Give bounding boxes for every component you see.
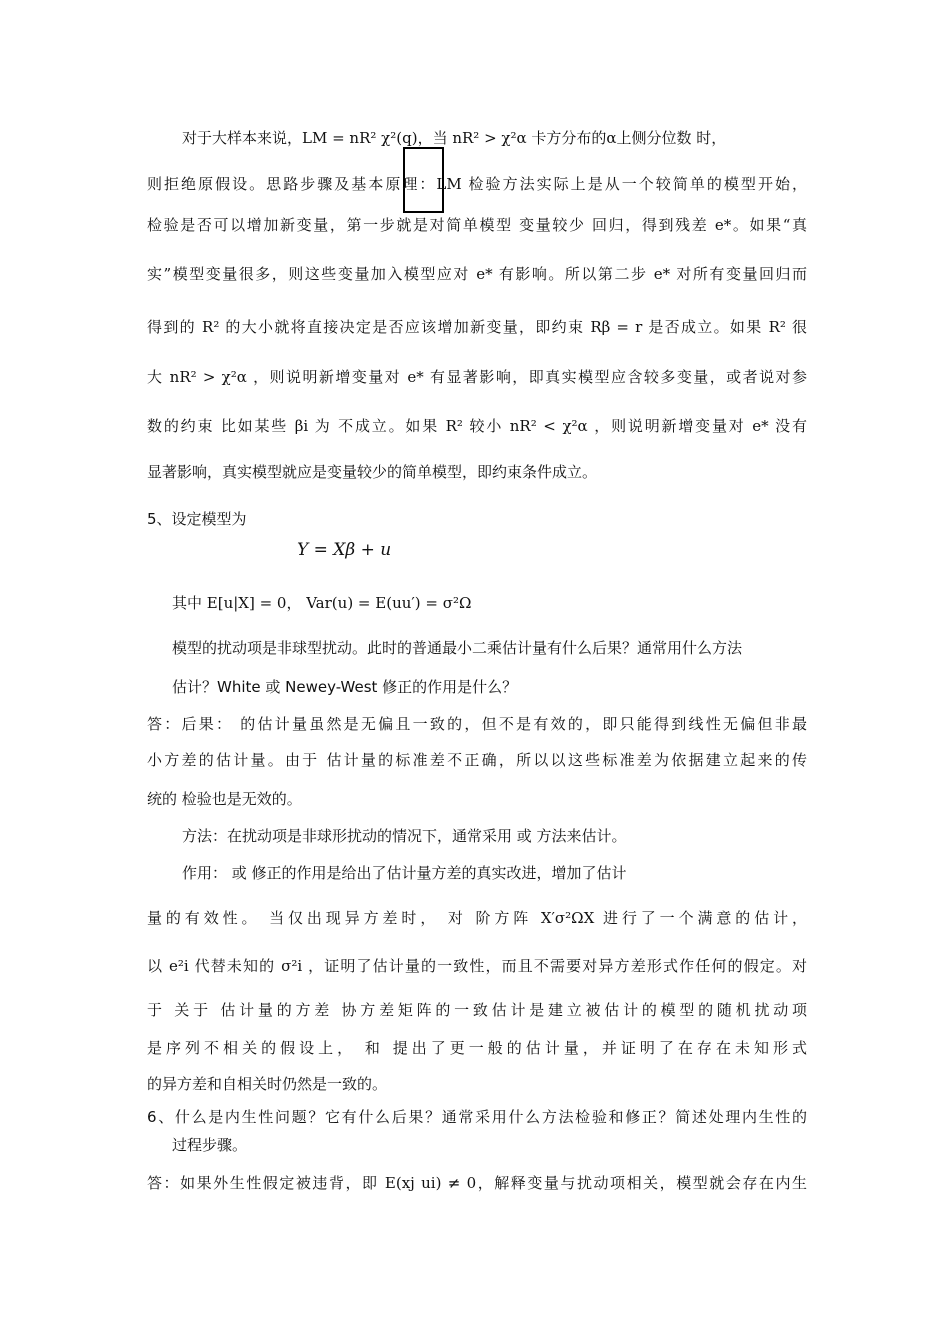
paragraph-line: 数的约束 比如某些 βi 为 不成立。如果 R² 较小 nR² < χ²α ，则说明新增变量对 e* 没有 <box>147 417 807 435</box>
model-formula: Y = Xβ + u <box>297 540 392 560</box>
paragraph-line: 对于大样本来说，LM = nR² χ²(q)，当 nR² > χ²α 卡方分布的α上侧分位数 时， <box>182 129 727 147</box>
paragraph-line: 于 关于 估计量的方差 协方差矩阵的一致估计是建立被估计的模型的随机扰动项 <box>147 1001 807 1019</box>
paragraph-line: 是序列不相关的假设上， 和 提出了更一般的估计量，并证明了在存在未知形式 <box>147 1039 807 1057</box>
paragraph-line: 检验是否可以增加新变量，第一步就是对简单模型 变量较少 回归，得到残差 e*。如果“真 <box>147 216 807 234</box>
section-heading-5: 5、设定模型为 <box>147 510 247 528</box>
paragraph-line: 的异方差和自相关时仍然是一致的。 <box>147 1075 388 1093</box>
paragraph-line: 则拒绝原假设。思路步骤及基本原理：LM 检验方法实际上是从一个较简单的模型开始， <box>147 175 807 193</box>
paragraph-line: 显著影响，真实模型就应是变量较少的简单模型，即约束条件成立。 <box>147 463 598 481</box>
paragraph-line: 得到的 R² 的大小就将直接决定是否应该增加新变量，即约束 Rβ = r 是否成立。如果 R² 很 <box>147 318 807 336</box>
paragraph-line: 以 e²i 代替未知的 σ²i ，证明了估计量的一致性，而且不需要对异方差形式作任何的假定。对 <box>147 957 807 975</box>
method-line: 方法：在扰动项是非球形扰动的情况下，通常采用 或 方法来估计。 <box>182 827 627 845</box>
paragraph-line: 量的有效性。 当仅出现异方差时， 对 阶方阵 X′σ²ΩX 进行了一个满意的估计， <box>147 909 807 927</box>
answer-line: 答：如果外生性假定被违背，即 E(xj ui) ≠ 0，解释变量与扰动项相关，模型就会存在内生 <box>147 1174 807 1192</box>
section-heading-6: 6、什么是内生性问题？它有什么后果？通常采用什么方法检验和修正？简述处理内生性的 <box>147 1108 807 1126</box>
question-line: 估计？White 或 Newey-West 修正的作用是什么？ <box>172 678 518 696</box>
section-heading-6-cont: 过程步骤。 <box>172 1136 248 1154</box>
effect-line: 作用： 或 修正的作用是给出了估计量方差的真实改进，增加了估计 <box>182 864 627 882</box>
paragraph-line: 其中 E[u|X] = 0， Var(u) = E(uu′) = σ²Ω <box>172 594 472 612</box>
answer-line: 统的 检验也是无效的。 <box>147 790 302 808</box>
answer-line: 小方差的估计量。由于 估计量的标准差不正确，所以以这些标准差为依据建立起来的传 <box>147 751 807 769</box>
paragraph-line: 实”模型变量很多，则这些变量加入模型应对 e* 有影响。所以第二步 e* 对所有变量回归而 <box>147 265 807 283</box>
question-line: 模型的扰动项是非球型扰动。此时的普通最小二乘估计量有什么后果？通常用什么方法 <box>172 639 743 657</box>
paragraph-line: 大 nR² > χ²α ，则说明新增变量对 e* 有显著影响，即真实模型应含较多变量，或者说对参 <box>147 368 807 386</box>
answer-line: 答：后果： 的估计量虽然是无偏且一致的，但不是有效的，即只能得到线性无偏但非最 <box>147 715 807 733</box>
